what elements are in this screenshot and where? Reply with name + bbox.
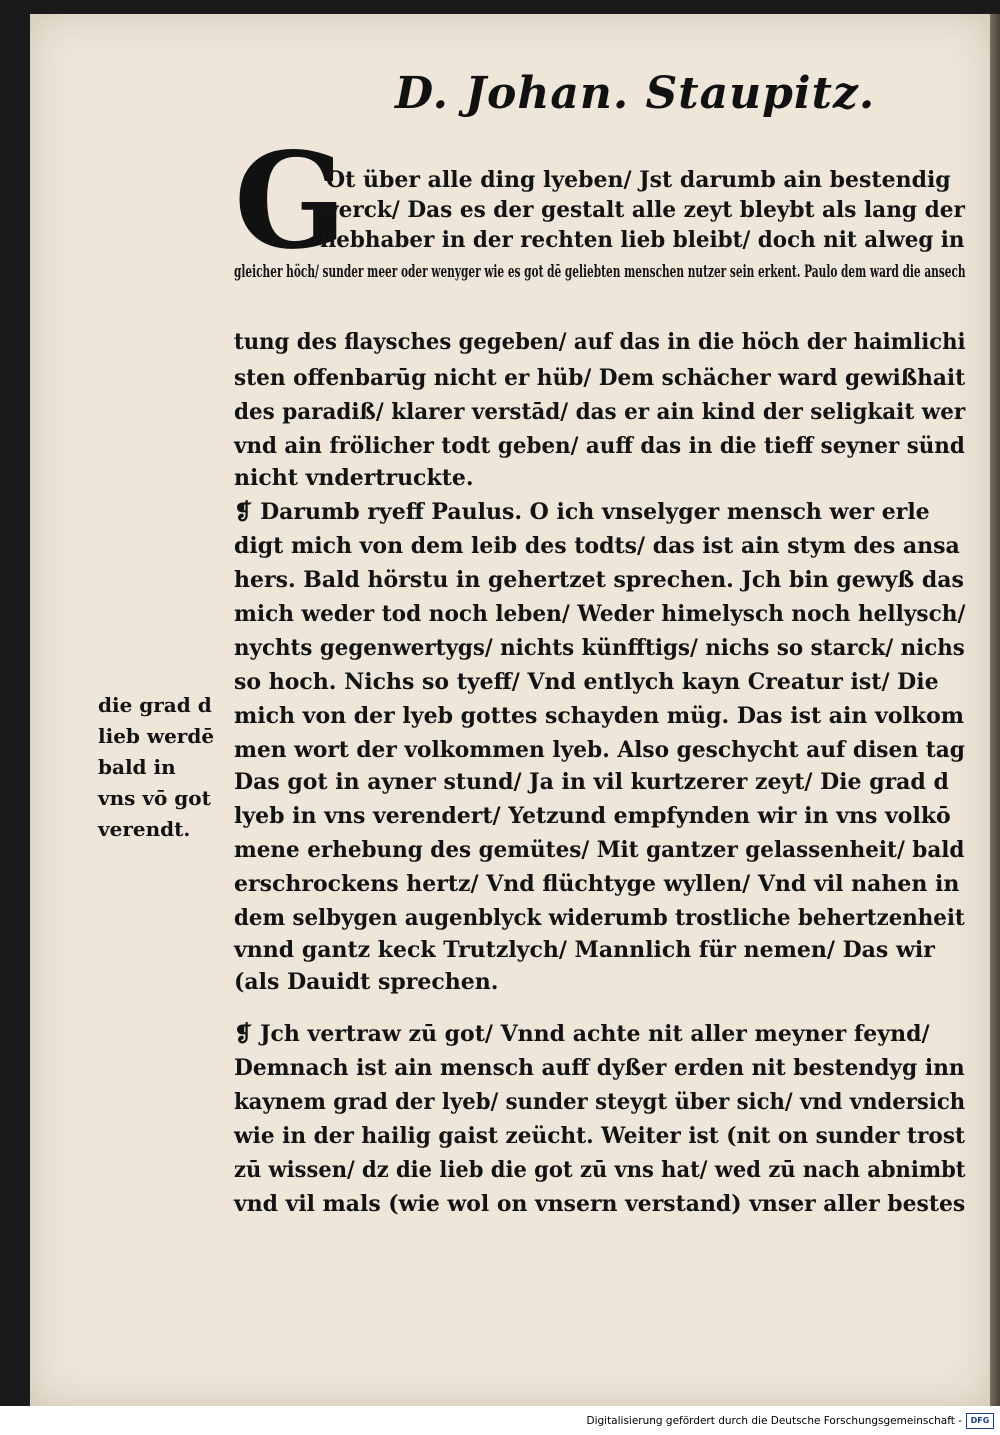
dfg-logo: DFG (966, 1413, 994, 1429)
text-line: zū wissen/ dz die lieb die got zū vns hat/ wed zū nach abnimbt (234, 1157, 966, 1183)
text-line: lyeb in vns verendert/ Yetzund empfynden wir in vns volkō (234, 803, 951, 829)
page-heading: D. Johan. Staupitz. (395, 68, 876, 119)
text-line: mene erhebung des gemütes/ Mit gantzer gelassenheit/ bald (234, 837, 965, 863)
text-line: mich von der lyeb gottes schayden müg. Das ist ain volkom (234, 703, 965, 729)
text-line: nychts gegenwertygs/ nichts künfftigs/ nichs so starck/ nichs (234, 635, 965, 661)
text-line: erschrockens hertz/ Vnd flüchtyge wyllen/ Vnd vil nahen in (234, 871, 960, 897)
margin-note-line: verendt. (98, 817, 191, 841)
text-line: Das got in ayner stund/ Ja in vil kurtzerer zeyt/ Die grad d (234, 769, 949, 795)
text-line: vnd vil mals (wie wol on vnsern verstand) vnser aller bestes (234, 1191, 966, 1217)
margin-note (98, 690, 238, 845)
text-line: wie in der hailig gaist zeücht. Weiter ist (nit on sunder trost (234, 1123, 966, 1149)
margin-note-line: vns vō got (98, 786, 211, 810)
text-line: sten offenbarūg nicht er hüb/ Dem schächer ward gewißhait (234, 365, 966, 391)
text-line: nicht vndertruckte. (234, 465, 474, 491)
drop-cap-initial: G (234, 124, 347, 279)
text-line: des paradiß/ klarer verstād/ das er ain kind der seligkait wer (234, 399, 966, 425)
page-edge-shadow (990, 14, 1000, 1406)
text-line: tung des flaysches gegeben/ auf das in die höch der haimlichi (234, 329, 966, 355)
text-line: so hoch. Nichs so tyeff/ Vnd entlych kayn Creatur ist/ Die (234, 669, 939, 695)
text-line: vnd ain frölicher todt geben/ auff das in die tieff seyner sünd (234, 433, 965, 459)
footer-bar (0, 1406, 1000, 1435)
margin-note-line: lieb werdē (98, 724, 215, 748)
text-line: ❡ Jch vertraw zū got/ Vnnd achte nit aller meyner feynd/ (234, 1021, 930, 1047)
text-line: digt mich von dem leib des todts/ das ist ain stym des ansa (234, 533, 960, 559)
margin-note-line: bald in (98, 755, 176, 779)
text-line: (als Dauidt sprechen. (234, 969, 499, 995)
text-line: werck/ Das es der gestalt alle zeyt bleybt als lang der (320, 197, 965, 223)
margin-note-line: die grad d (98, 693, 212, 717)
text-line: men wort der volkommen lyeb. Also geschycht auf disen tag (234, 737, 965, 763)
text-line: dem selbygen augenblyck widerumb trostliche behertzenheit (234, 905, 965, 931)
text-line: kaynem grad der lyeb/ sunder steygt über sich/ vnd vndersich (234, 1089, 966, 1115)
text-line: ❡ Darumb ryeff Paulus. O ich vnselyger mensch wer erle (234, 499, 930, 525)
text-line: liebhaber in der rechten lieb bleibt/ doch nit alweg in (320, 227, 965, 253)
text-line: vnnd gantz keck Trutzlych/ Mannlich für nemen/ Das wir (234, 937, 935, 963)
text-line: Demnach ist ain mensch auff dyßer erden nit bestendyg inn (234, 1055, 965, 1081)
text-line: Ot über alle ding lyeben/ Jst darumb ain bestendig (326, 167, 951, 193)
funding-credit: Digitalisierung gefördert durch die Deutsche Forschungsgemeinschaft - (586, 1415, 962, 1427)
text-line: mich weder tod noch leben/ Weder himelysch noch hellysch/ (234, 601, 966, 627)
text-line: gleicher höch/ sunder meer oder wenyger wie es got dē geliebten menschen nutzer sein erkent. Paulo dem ward die ansech (234, 262, 966, 282)
text-line: hers. Bald hörstu in gehertzet sprechen. Jch bin gewyß das (234, 567, 964, 593)
